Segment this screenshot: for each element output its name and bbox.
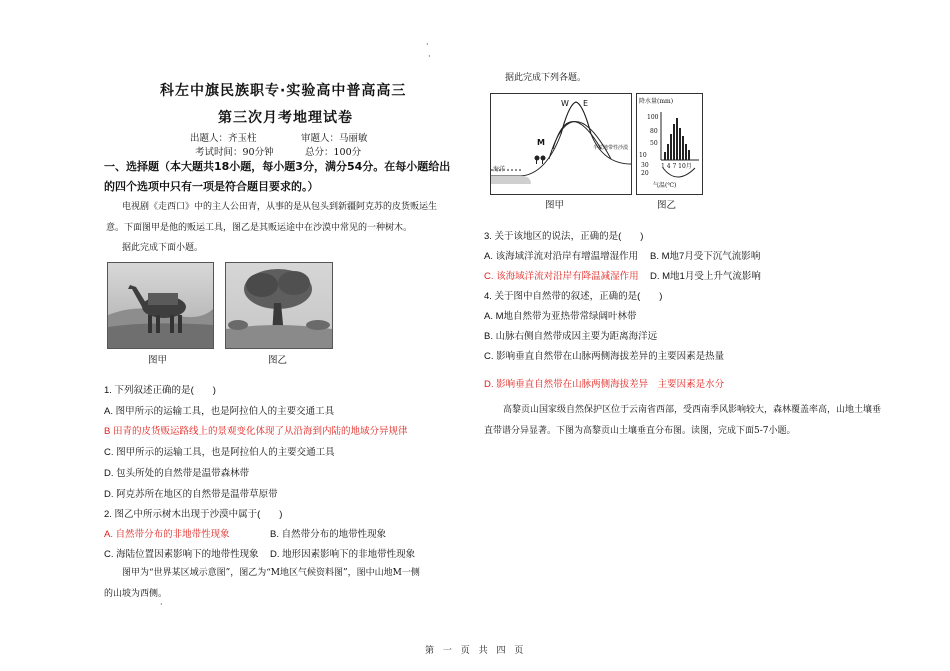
q1-option-d: D. 包头所处的自然带是温带森林带 [104, 468, 250, 479]
tree-illustration [226, 263, 332, 348]
q3-option-c-answer: C. 该海域洋流对沿岸有降温减湿作用 [484, 271, 639, 282]
ytick-80: 80 [650, 128, 658, 135]
label-sea: 海洋 [493, 166, 506, 173]
reviewer-label: 审题人：马丽敏 [301, 133, 368, 144]
q4-option-d-answer: D. 影响垂直自然带在山脉两侧海拔差异 主要因素是水分 [484, 379, 725, 390]
camel-photo [107, 262, 214, 349]
desert-tree-photo [225, 262, 333, 349]
climate-bars-svg [637, 94, 702, 194]
intro1-line2: 意。下面图甲是他的贩运工具，图乙是其贩运途中在沙漠中常见的一种树木。 [106, 223, 413, 233]
q2-stem: 2. 图乙中所示树木出现于沙漠中属于( ) [104, 509, 283, 520]
page-number: 第 一 页 共 四 页 [425, 646, 527, 656]
q2-option-c: C. 海陆位置因素影响下的地带性现象 [104, 549, 259, 560]
section-heading-line2: 的四个选项中只有一项是符合题目要求的。） [104, 180, 319, 193]
decorative-dot: · [160, 600, 163, 609]
exam-time-label: 考试时间：90分钟 [195, 147, 274, 158]
q4-option-c: C. 影响垂直自然带在山脉两侧海拔差异的主要因素是热量 [484, 351, 725, 362]
figure2-b-caption: 图乙 [657, 200, 677, 211]
ytick-100: 100 [647, 114, 659, 121]
q1-option-b-answer: B 田青的皮货贩运路线上的景观变化体现了从沿海到内陆的地域分异规律 [104, 426, 408, 437]
label-m: M [537, 138, 545, 147]
ytick-10: 10 [639, 152, 647, 159]
temp-axis-label: 气温(℃) [653, 182, 677, 189]
camel-illustration [108, 263, 213, 348]
temp-30: 30 [641, 162, 649, 169]
intro3-line2: 直带谱分异显著。下图为高黎贡山土壤垂直分布图。读图，完成下面5-7小题。 [484, 426, 796, 436]
q4-stem: 4. 关于图中自然带的叙述，正确的是( ) [484, 291, 663, 302]
temp-20: 20 [641, 170, 649, 177]
q1-option-a: A. 图甲所示的运输工具，也是阿拉伯人的主要交通工具 [104, 406, 335, 417]
q3-option-b: B. M地7月受下沉气流影响 [650, 251, 761, 262]
q2-option-a-answer: A. 自然带分布的非地带性现象 [104, 529, 230, 540]
q2-option-d: D. 地形因素影响下的非地带性现象 [270, 549, 416, 560]
region-diagram [490, 93, 632, 195]
precip-axis-label: 降水量(mm) [639, 98, 674, 105]
q4-option-a: A. M地自然带为亚热带常绿阔叶林带 [484, 311, 637, 322]
q4-option-b: B. 山脉右侧自然带成因主要为距离海洋远 [484, 331, 658, 342]
intro1-line1: 电视剧《走西口》中的主人公田青，从事的是从包头到新疆阿克苏的皮货贩运生 [122, 202, 438, 212]
exam-title-line1: 科左中旗民族职专·实验高中普高高三 [160, 83, 407, 99]
figure-b-caption: 图乙 [268, 355, 288, 366]
intro2-line1: 图甲为“世界某区域示意图”，图乙为“M地区气候资料图”，图中山地M一侧 [122, 568, 420, 578]
exam-title-line2: 第三次月考地理试卷 [218, 110, 353, 126]
figure2-a-caption: 图甲 [545, 200, 565, 211]
climate-chart [636, 93, 703, 195]
intro2-continuation: 据此完成下列各题。 [505, 73, 587, 83]
label-east: E [583, 99, 589, 108]
intro1-line3: 据此完成下面小题。 [122, 243, 204, 253]
month-axis: 1 4 7 10月 [661, 163, 692, 170]
q2-option-b: B. 自然带分布的地带性现象 [270, 529, 387, 540]
label-shrub: 半荒地带性沙漠 [593, 145, 629, 151]
label-west: W [561, 99, 569, 108]
intro2-line2: 的山坡为西侧。 [104, 589, 168, 599]
q3-option-a: A. 该海域洋流对沿岸有增温增湿作用 [484, 251, 639, 262]
q1-option-c: C. 图甲所示的运输工具，也是阿拉伯人的主要交通工具 [104, 447, 335, 458]
figure-a-caption: 图甲 [148, 355, 168, 366]
q3-stem: 3. 关于该地区的说法，正确的是( ) [484, 231, 644, 242]
setter-label: 出题人：齐玉柱 [190, 133, 257, 144]
intro3-line1: 高黎贡山国家级自然保护区位于云南省西部，受西南季风影响较大，森林覆盖率高，山地土壤垂 [503, 405, 882, 415]
total-score-label: 总分：100分 [305, 147, 362, 158]
q1-option-d2: D. 阿克苏所在地区的自然带是温带草原带 [104, 489, 278, 500]
decorative-dot: · [428, 52, 431, 61]
q3-option-d: D. M地1月受上升气流影响 [650, 271, 761, 282]
q1-stem: 1. 下列叙述正确的是( ) [104, 385, 216, 396]
ytick-50: 50 [650, 140, 658, 147]
section-heading-line1: 一、选择题（本大题共18小题，每小题3分，满分54分。在每小题给出 [104, 160, 451, 173]
decorative-dot: · [426, 40, 429, 49]
